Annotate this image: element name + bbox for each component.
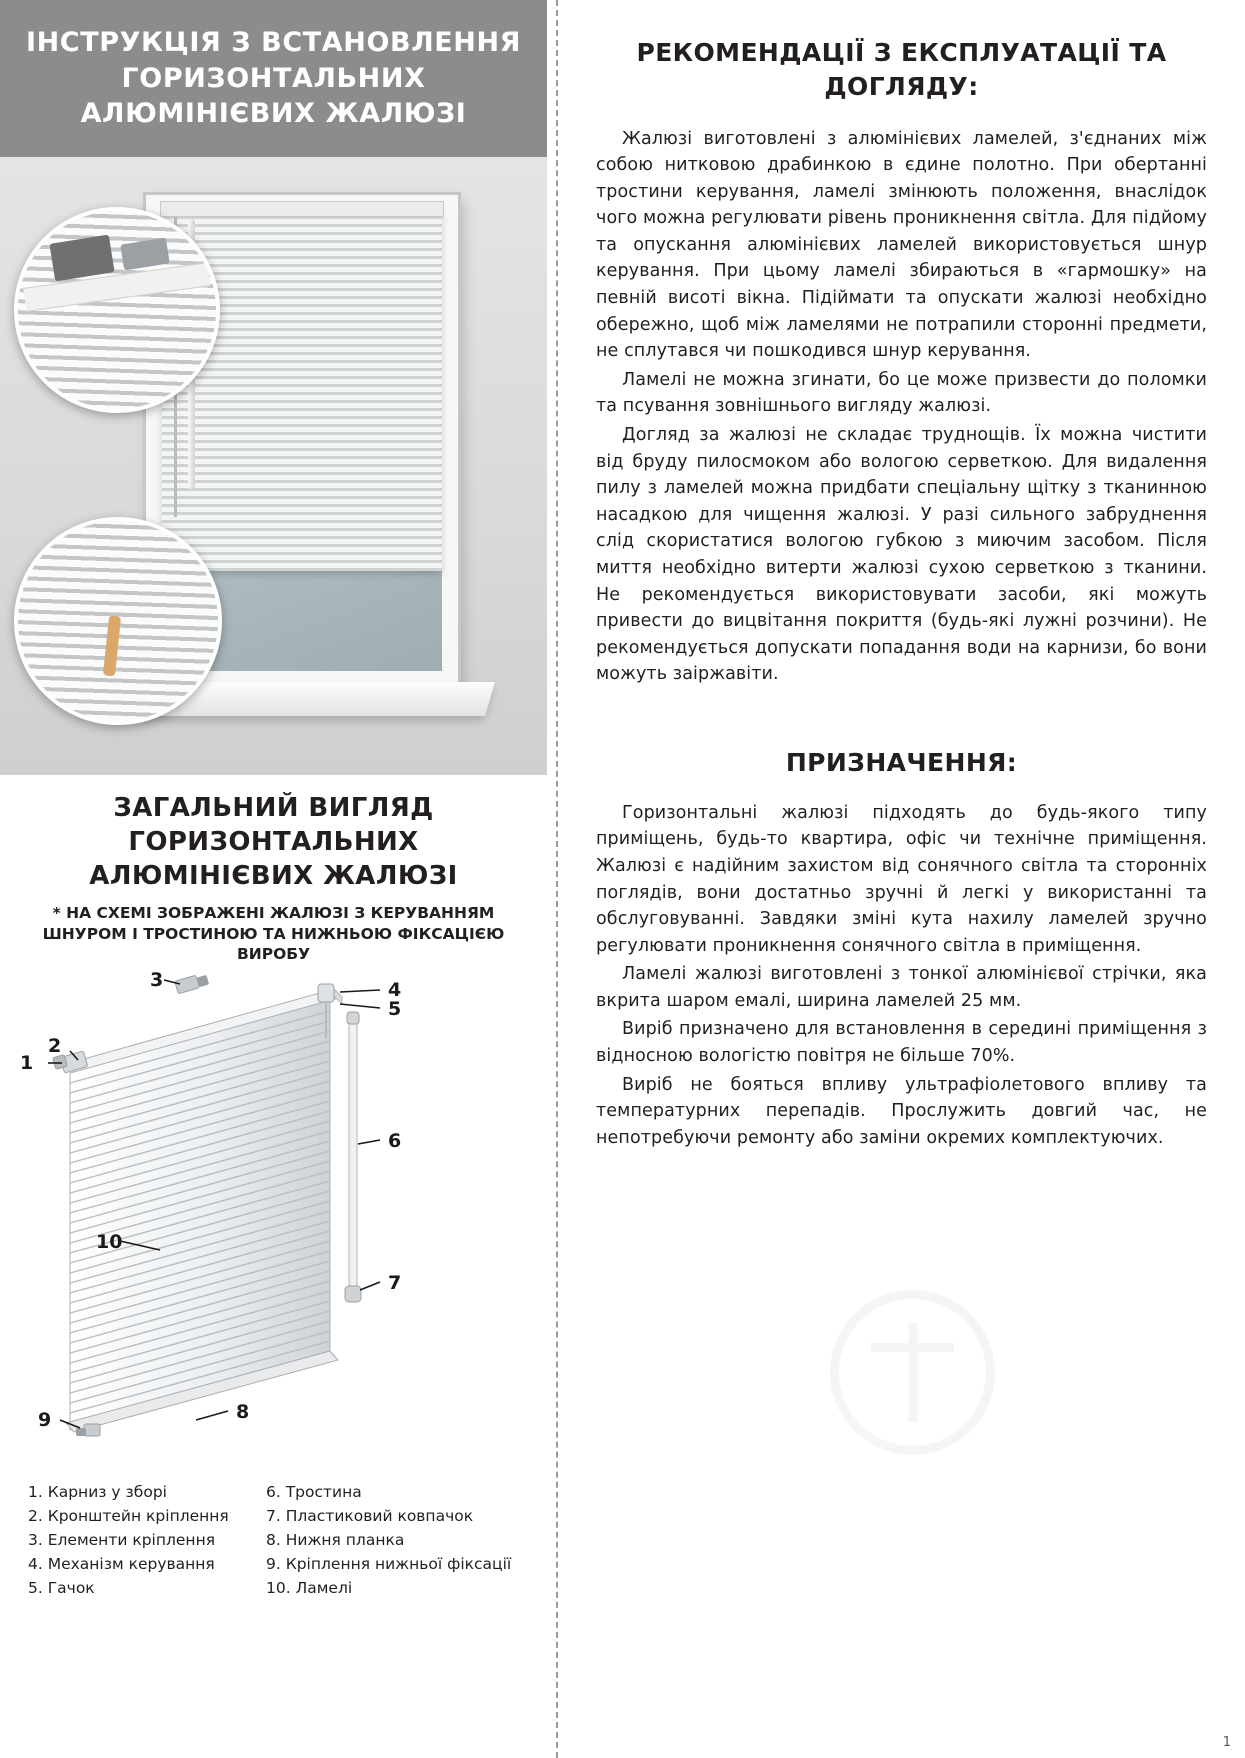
zoom-bubble-slats (14, 517, 222, 725)
callout-6: 6 (388, 1130, 402, 1152)
paragraph: Горизонтальні жалюзі підходять до будь-якого типу приміщень, будь-то квартира, офіс чи технічне приміщення. Жалюзі є надійним захистом від сонячного світла та сторонніх поглядів, вони достатньо зручні й легкі у використанні та обслуговуванні. Завдяки зміні кута нахилу ламелей зручно регулювати проникнення сонячного світла в приміщення. (596, 802, 1207, 956)
paragraph: Виріб призначено для встановлення в середині приміщення з відносною вологістю повітря не більше 70%. (596, 1019, 1207, 1067)
plastic-cap (345, 1286, 361, 1302)
paragraph: Ламелі не можна згинати, бо це може призвести до поломки та псування зовнішнього вигляду жалюзі. (596, 369, 1207, 417)
legend-item: 1. Карниз у зборі (28, 1483, 167, 1501)
blind-parts-diagram (0, 968, 547, 1478)
section-heading: ЗАГАЛЬНИЙ ВИГЛЯД ГОРИЗОНТАЛЬНИХ АЛЮМІНІЄВИХ ЖАЛЮЗІ (89, 793, 458, 891)
left-column (0, 0, 556, 1758)
legend-item: 10. Ламелі (266, 1578, 353, 1597)
callout-7: 7 (388, 1272, 402, 1294)
legend-item: 8. Нижня планка (266, 1530, 405, 1549)
page-number: 1 (1222, 1735, 1231, 1750)
instruction-header (0, 0, 547, 157)
purpose-text (596, 800, 1207, 1152)
tilt-wand-diagram (347, 1012, 359, 1288)
paragraph: Жалюзі виготовлені з алюмінієвих ламелей, з'єднаних між собою нитковою драбинкою в єдине полотно. При обертанні тростини керування, ламелі змінюють положення, внаслідок чого можна регулювати рівень проникнення світла. Для підйому та опускання алюмінієвих ламелей використовується шнур керування. При цьому ламелі збираються в «гармошку» на певній висоті вікна. Підіймати та опускати жалюзі необхідно обережно, щоб між ламелями не потрапили сторонні предмети, не сплутався чи пошкодився шнур керування. (596, 128, 1207, 362)
paragraph: Ламелі жалюзі виготовлені з тонкої алюмінієвої стрічки, яка вкрита шаром емалі, ширина ламелей 25 мм. (596, 964, 1207, 1011)
purpose-section-title: ПРИЗНАЧЕННЯ: (785, 747, 1018, 777)
overview-section-title (0, 792, 547, 964)
right-column (570, 0, 1245, 1758)
installation-photo (0, 157, 547, 775)
column-divider (556, 0, 558, 1758)
callout-9: 9 (38, 1409, 52, 1431)
callout-1: 1 (20, 1052, 34, 1074)
paragraph: Догляд за жалюзі не складає труднощів. Їх можна чистити від бруду пилосмоком або вологою серветкою. Для видалення пилу з ламелей можна придбати спеціальну щітку з тканинною насадкою для чищення жалюзі. У разі сильного забруднення слід скористатися вологою губкою з миючим засобом. Після миття необхідно витерти жалюзі сухою серветкою з тканини. Не рекомендується використовувати засоби, які можуть привести до вицвітання покриття (будь-які лужні розчини). Не рекомендується допускати попадання води на карнизи, бо вони можуть заіржавіти. (596, 425, 1207, 685)
parts-legend (28, 1482, 540, 1599)
callout-3: 3 (150, 969, 164, 991)
page-title: ІНСТРУКЦІЯ З ВСТАНОВЛЕННЯ ГОРИЗОНТАЛЬНИХ АЛЮМІНІЄВИХ ЖАЛЮЗІ (25, 26, 522, 130)
callout-4: 4 (388, 979, 402, 1001)
legend-item: 9. Кріплення нижньої фіксації (266, 1554, 512, 1573)
care-section-title: РЕКОМЕНДАЦІЇ З ЕКСПЛУАТАЦІЇ ТА ДОГЛЯДУ: (636, 38, 1167, 101)
fixing-element (175, 975, 209, 994)
callout-2: 2 (48, 1035, 62, 1057)
legend-item: 5. Гачок (28, 1578, 95, 1597)
legend-item: 6. Тростина (266, 1483, 362, 1501)
section-note: * НА СХЕМІ ЗОБРАЖЕНІ ЖАЛЮЗІ З КЕРУВАННЯМ ШНУРОМ І ТРОСТИНОЮ ТА НИЖНЬОЮ ФІКСАЦІЄЮ ВИРОБУ (42, 904, 505, 963)
callout-8: 8 (236, 1401, 250, 1423)
callout-10: 10 (96, 1231, 123, 1253)
legend-item: 4. Механізм керування (28, 1554, 215, 1573)
legend-item: 2. Кронштейн кріплення (28, 1506, 229, 1525)
legend-item: 7. Пластиковий ковпачок (266, 1506, 474, 1525)
care-text (596, 126, 1207, 688)
legend-item: 3. Елементи кріплення (28, 1530, 216, 1549)
paragraph: Виріб не бояться впливу ультрафіолетового впливу та температурних перепадів. Прослужить довгий час, не непотребуючи ремонту або заміни окремих комплектуючих. (596, 1074, 1207, 1148)
callout-5: 5 (388, 998, 402, 1020)
zoom-bubble-bracket (14, 207, 220, 413)
